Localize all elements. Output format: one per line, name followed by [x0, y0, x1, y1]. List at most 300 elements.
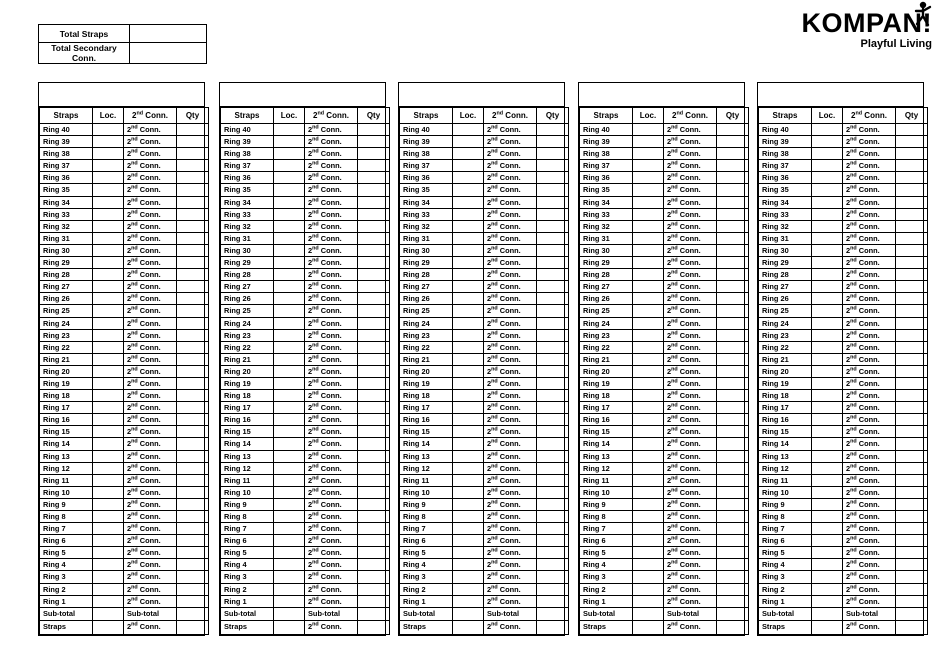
qty-cell[interactable]: [896, 160, 928, 172]
location-cell[interactable]: [274, 124, 305, 136]
qty-cell[interactable]: [537, 208, 569, 220]
qty-cell[interactable]: [358, 341, 390, 353]
qty-cell[interactable]: [177, 511, 209, 523]
location-cell[interactable]: [93, 341, 124, 353]
qty-cell[interactable]: [537, 269, 569, 281]
location-cell[interactable]: [93, 317, 124, 329]
location-cell[interactable]: [633, 269, 664, 281]
location-cell[interactable]: [453, 450, 484, 462]
qty-cell[interactable]: [537, 450, 569, 462]
location-cell[interactable]: [633, 438, 664, 450]
qty-cell[interactable]: [177, 184, 209, 196]
qty-cell[interactable]: [358, 474, 390, 486]
location-cell[interactable]: [274, 498, 305, 510]
qty-cell[interactable]: [537, 498, 569, 510]
qty-cell[interactable]: [896, 559, 928, 571]
qty-cell[interactable]: [717, 390, 749, 402]
location-cell[interactable]: [274, 426, 305, 438]
location-cell[interactable]: [633, 353, 664, 365]
location-cell[interactable]: [633, 377, 664, 389]
qty-cell[interactable]: [896, 257, 928, 269]
qty-cell[interactable]: [358, 402, 390, 414]
qty-cell[interactable]: [896, 571, 928, 583]
subtotal-conn-value[interactable]: [537, 621, 569, 635]
location-cell[interactable]: [93, 438, 124, 450]
location-cell[interactable]: [633, 402, 664, 414]
qty-cell[interactable]: [896, 426, 928, 438]
location-cell[interactable]: [274, 559, 305, 571]
location-cell[interactable]: [93, 365, 124, 377]
location-cell[interactable]: [812, 244, 843, 256]
location-cell[interactable]: [812, 341, 843, 353]
qty-cell[interactable]: [896, 583, 928, 595]
location-cell[interactable]: [453, 390, 484, 402]
qty-cell[interactable]: [537, 547, 569, 559]
location-cell[interactable]: [812, 450, 843, 462]
location-cell[interactable]: [633, 498, 664, 510]
qty-cell[interactable]: [896, 402, 928, 414]
location-cell[interactable]: [633, 571, 664, 583]
qty-cell[interactable]: [177, 535, 209, 547]
location-cell[interactable]: [812, 353, 843, 365]
qty-cell[interactable]: [896, 365, 928, 377]
qty-cell[interactable]: [177, 329, 209, 341]
qty-cell[interactable]: [896, 232, 928, 244]
qty-cell[interactable]: [896, 474, 928, 486]
qty-cell[interactable]: [358, 438, 390, 450]
qty-cell[interactable]: [896, 547, 928, 559]
location-cell[interactable]: [633, 317, 664, 329]
qty-cell[interactable]: [358, 208, 390, 220]
qty-cell[interactable]: [537, 571, 569, 583]
location-cell[interactable]: [93, 208, 124, 220]
qty-cell[interactable]: [177, 353, 209, 365]
subtotal-conn-value[interactable]: [177, 621, 209, 635]
location-cell[interactable]: [93, 172, 124, 184]
location-cell[interactable]: [633, 341, 664, 353]
location-cell[interactable]: [633, 426, 664, 438]
qty-cell[interactable]: [896, 523, 928, 535]
location-cell[interactable]: [633, 547, 664, 559]
location-cell[interactable]: [633, 486, 664, 498]
qty-cell[interactable]: [358, 353, 390, 365]
location-cell[interactable]: [812, 172, 843, 184]
location-cell[interactable]: [274, 257, 305, 269]
location-cell[interactable]: [453, 547, 484, 559]
location-cell[interactable]: [93, 547, 124, 559]
location-cell[interactable]: [453, 402, 484, 414]
qty-cell[interactable]: [896, 353, 928, 365]
qty-cell[interactable]: [537, 160, 569, 172]
qty-cell[interactable]: [358, 450, 390, 462]
location-cell[interactable]: [633, 329, 664, 341]
location-cell[interactable]: [93, 559, 124, 571]
qty-cell[interactable]: [177, 172, 209, 184]
qty-cell[interactable]: [896, 390, 928, 402]
location-cell[interactable]: [812, 511, 843, 523]
location-cell[interactable]: [633, 583, 664, 595]
qty-cell[interactable]: [896, 244, 928, 256]
qty-cell[interactable]: [717, 535, 749, 547]
qty-cell[interactable]: [177, 426, 209, 438]
qty-cell[interactable]: [537, 184, 569, 196]
qty-cell[interactable]: [896, 341, 928, 353]
qty-cell[interactable]: [717, 257, 749, 269]
qty-cell[interactable]: [177, 281, 209, 293]
qty-cell[interactable]: [537, 317, 569, 329]
location-cell[interactable]: [812, 329, 843, 341]
qty-cell[interactable]: [177, 160, 209, 172]
qty-cell[interactable]: [537, 414, 569, 426]
location-cell[interactable]: [453, 535, 484, 547]
qty-cell[interactable]: [717, 244, 749, 256]
location-cell[interactable]: [274, 341, 305, 353]
location-cell[interactable]: [453, 269, 484, 281]
qty-cell[interactable]: [537, 523, 569, 535]
location-cell[interactable]: [453, 341, 484, 353]
location-cell[interactable]: [274, 583, 305, 595]
location-cell[interactable]: [274, 535, 305, 547]
qty-cell[interactable]: [717, 559, 749, 571]
location-cell[interactable]: [633, 184, 664, 196]
location-cell[interactable]: [812, 281, 843, 293]
qty-cell[interactable]: [896, 172, 928, 184]
qty-cell[interactable]: [358, 293, 390, 305]
location-cell[interactable]: [812, 486, 843, 498]
location-cell[interactable]: [274, 571, 305, 583]
qty-cell[interactable]: [177, 124, 209, 136]
qty-cell[interactable]: [358, 365, 390, 377]
qty-cell[interactable]: [358, 511, 390, 523]
qty-cell[interactable]: [717, 414, 749, 426]
location-cell[interactable]: [812, 220, 843, 232]
location-cell[interactable]: [93, 595, 124, 607]
location-cell[interactable]: [633, 232, 664, 244]
location-cell[interactable]: [812, 426, 843, 438]
location-cell[interactable]: [812, 523, 843, 535]
qty-cell[interactable]: [537, 341, 569, 353]
qty-cell[interactable]: [358, 498, 390, 510]
location-cell[interactable]: [812, 547, 843, 559]
subtotal-conn-value[interactable]: [358, 621, 390, 635]
qty-cell[interactable]: [358, 535, 390, 547]
qty-cell[interactable]: [717, 402, 749, 414]
qty-cell[interactable]: [717, 450, 749, 462]
location-cell[interactable]: [93, 148, 124, 160]
location-cell[interactable]: [93, 511, 124, 523]
qty-cell[interactable]: [177, 583, 209, 595]
qty-cell[interactable]: [537, 329, 569, 341]
qty-cell[interactable]: [896, 535, 928, 547]
location-cell[interactable]: [93, 257, 124, 269]
qty-cell[interactable]: [717, 583, 749, 595]
qty-cell[interactable]: [717, 498, 749, 510]
location-cell[interactable]: [812, 136, 843, 148]
location-cell[interactable]: [453, 462, 484, 474]
qty-cell[interactable]: [537, 136, 569, 148]
location-cell[interactable]: [93, 498, 124, 510]
qty-cell[interactable]: [896, 595, 928, 607]
location-cell[interactable]: [812, 474, 843, 486]
qty-cell[interactable]: [177, 365, 209, 377]
location-cell[interactable]: [633, 474, 664, 486]
location-cell[interactable]: [93, 486, 124, 498]
summary-value-total-straps[interactable]: [130, 25, 207, 43]
location-cell[interactable]: [453, 124, 484, 136]
location-cell[interactable]: [93, 377, 124, 389]
qty-cell[interactable]: [358, 329, 390, 341]
qty-cell[interactable]: [358, 124, 390, 136]
qty-cell[interactable]: [896, 329, 928, 341]
qty-cell[interactable]: [717, 196, 749, 208]
location-cell[interactable]: [93, 293, 124, 305]
location-cell[interactable]: [93, 571, 124, 583]
location-cell[interactable]: [274, 148, 305, 160]
qty-cell[interactable]: [537, 511, 569, 523]
qty-cell[interactable]: [358, 269, 390, 281]
qty-cell[interactable]: [358, 257, 390, 269]
qty-cell[interactable]: [896, 124, 928, 136]
location-cell[interactable]: [633, 281, 664, 293]
location-cell[interactable]: [453, 148, 484, 160]
location-cell[interactable]: [633, 172, 664, 184]
qty-cell[interactable]: [358, 523, 390, 535]
qty-cell[interactable]: [537, 232, 569, 244]
qty-cell[interactable]: [537, 365, 569, 377]
qty-cell[interactable]: [717, 184, 749, 196]
qty-cell[interactable]: [717, 148, 749, 160]
location-cell[interactable]: [633, 511, 664, 523]
qty-cell[interactable]: [177, 196, 209, 208]
location-cell[interactable]: [274, 462, 305, 474]
location-cell[interactable]: [274, 269, 305, 281]
location-cell[interactable]: [93, 402, 124, 414]
qty-cell[interactable]: [717, 438, 749, 450]
location-cell[interactable]: [274, 317, 305, 329]
subtotal-straps-value[interactable]: [633, 621, 664, 635]
qty-cell[interactable]: [537, 377, 569, 389]
location-cell[interactable]: [274, 184, 305, 196]
qty-cell[interactable]: [358, 426, 390, 438]
location-cell[interactable]: [812, 365, 843, 377]
location-cell[interactable]: [812, 583, 843, 595]
qty-cell[interactable]: [537, 244, 569, 256]
subtotal-straps-value[interactable]: [274, 621, 305, 635]
location-cell[interactable]: [633, 414, 664, 426]
qty-cell[interactable]: [896, 220, 928, 232]
location-cell[interactable]: [812, 148, 843, 160]
location-cell[interactable]: [633, 523, 664, 535]
location-cell[interactable]: [812, 232, 843, 244]
location-cell[interactable]: [812, 124, 843, 136]
qty-cell[interactable]: [537, 172, 569, 184]
location-cell[interactable]: [812, 559, 843, 571]
qty-cell[interactable]: [717, 511, 749, 523]
qty-cell[interactable]: [177, 462, 209, 474]
location-cell[interactable]: [93, 390, 124, 402]
qty-cell[interactable]: [717, 462, 749, 474]
location-cell[interactable]: [453, 377, 484, 389]
location-cell[interactable]: [453, 426, 484, 438]
qty-cell[interactable]: [358, 486, 390, 498]
location-cell[interactable]: [93, 305, 124, 317]
location-cell[interactable]: [453, 293, 484, 305]
qty-cell[interactable]: [717, 486, 749, 498]
location-cell[interactable]: [93, 523, 124, 535]
qty-cell[interactable]: [358, 317, 390, 329]
qty-cell[interactable]: [717, 547, 749, 559]
location-cell[interactable]: [93, 535, 124, 547]
qty-cell[interactable]: [358, 244, 390, 256]
qty-cell[interactable]: [177, 571, 209, 583]
qty-cell[interactable]: [537, 353, 569, 365]
qty-cell[interactable]: [717, 220, 749, 232]
qty-cell[interactable]: [177, 402, 209, 414]
location-cell[interactable]: [93, 220, 124, 232]
qty-cell[interactable]: [717, 172, 749, 184]
location-cell[interactable]: [812, 390, 843, 402]
location-cell[interactable]: [453, 486, 484, 498]
qty-cell[interactable]: [537, 390, 569, 402]
location-cell[interactable]: [633, 365, 664, 377]
qty-cell[interactable]: [177, 305, 209, 317]
qty-cell[interactable]: [358, 172, 390, 184]
location-cell[interactable]: [812, 184, 843, 196]
qty-cell[interactable]: [537, 474, 569, 486]
qty-cell[interactable]: [358, 196, 390, 208]
subtotal-conn-value[interactable]: [717, 621, 749, 635]
location-cell[interactable]: [93, 462, 124, 474]
location-cell[interactable]: [633, 462, 664, 474]
location-cell[interactable]: [453, 414, 484, 426]
location-cell[interactable]: [274, 220, 305, 232]
qty-cell[interactable]: [537, 595, 569, 607]
qty-cell[interactable]: [537, 281, 569, 293]
qty-cell[interactable]: [896, 148, 928, 160]
location-cell[interactable]: [93, 269, 124, 281]
qty-cell[interactable]: [358, 583, 390, 595]
location-cell[interactable]: [274, 523, 305, 535]
location-cell[interactable]: [633, 257, 664, 269]
location-cell[interactable]: [633, 535, 664, 547]
qty-cell[interactable]: [537, 438, 569, 450]
qty-cell[interactable]: [177, 232, 209, 244]
qty-cell[interactable]: [896, 317, 928, 329]
qty-cell[interactable]: [896, 438, 928, 450]
qty-cell[interactable]: [717, 341, 749, 353]
qty-cell[interactable]: [717, 353, 749, 365]
location-cell[interactable]: [633, 390, 664, 402]
qty-cell[interactable]: [896, 450, 928, 462]
qty-cell[interactable]: [358, 160, 390, 172]
location-cell[interactable]: [274, 595, 305, 607]
location-cell[interactable]: [453, 305, 484, 317]
location-cell[interactable]: [812, 208, 843, 220]
location-cell[interactable]: [453, 583, 484, 595]
location-cell[interactable]: [812, 571, 843, 583]
location-cell[interactable]: [274, 281, 305, 293]
location-cell[interactable]: [812, 414, 843, 426]
qty-cell[interactable]: [358, 232, 390, 244]
location-cell[interactable]: [633, 450, 664, 462]
qty-cell[interactable]: [717, 281, 749, 293]
qty-cell[interactable]: [537, 583, 569, 595]
location-cell[interactable]: [274, 136, 305, 148]
qty-cell[interactable]: [896, 498, 928, 510]
location-cell[interactable]: [274, 414, 305, 426]
location-cell[interactable]: [274, 172, 305, 184]
qty-cell[interactable]: [537, 559, 569, 571]
location-cell[interactable]: [274, 329, 305, 341]
qty-cell[interactable]: [537, 148, 569, 160]
location-cell[interactable]: [633, 124, 664, 136]
qty-cell[interactable]: [177, 293, 209, 305]
qty-cell[interactable]: [537, 257, 569, 269]
location-cell[interactable]: [812, 293, 843, 305]
qty-cell[interactable]: [896, 305, 928, 317]
qty-cell[interactable]: [358, 305, 390, 317]
location-cell[interactable]: [453, 523, 484, 535]
qty-cell[interactable]: [177, 438, 209, 450]
location-cell[interactable]: [274, 474, 305, 486]
location-cell[interactable]: [93, 232, 124, 244]
qty-cell[interactable]: [358, 559, 390, 571]
qty-cell[interactable]: [177, 257, 209, 269]
summary-value-total-secondary-conn[interactable]: [130, 43, 207, 64]
qty-cell[interactable]: [717, 377, 749, 389]
location-cell[interactable]: [453, 353, 484, 365]
location-cell[interactable]: [812, 317, 843, 329]
location-cell[interactable]: [453, 220, 484, 232]
location-cell[interactable]: [274, 511, 305, 523]
qty-cell[interactable]: [896, 208, 928, 220]
location-cell[interactable]: [453, 196, 484, 208]
qty-cell[interactable]: [177, 208, 209, 220]
location-cell[interactable]: [453, 244, 484, 256]
location-cell[interactable]: [274, 208, 305, 220]
subtotal-conn-value[interactable]: [896, 621, 928, 635]
qty-cell[interactable]: [896, 269, 928, 281]
qty-cell[interactable]: [717, 426, 749, 438]
location-cell[interactable]: [453, 136, 484, 148]
location-cell[interactable]: [633, 148, 664, 160]
qty-cell[interactable]: [358, 462, 390, 474]
qty-cell[interactable]: [177, 148, 209, 160]
qty-cell[interactable]: [177, 220, 209, 232]
qty-cell[interactable]: [537, 535, 569, 547]
location-cell[interactable]: [274, 160, 305, 172]
location-cell[interactable]: [453, 474, 484, 486]
qty-cell[interactable]: [358, 547, 390, 559]
location-cell[interactable]: [93, 329, 124, 341]
qty-cell[interactable]: [358, 571, 390, 583]
location-cell[interactable]: [453, 329, 484, 341]
location-cell[interactable]: [453, 595, 484, 607]
location-cell[interactable]: [812, 402, 843, 414]
location-cell[interactable]: [633, 244, 664, 256]
location-cell[interactable]: [274, 486, 305, 498]
location-cell[interactable]: [812, 535, 843, 547]
qty-cell[interactable]: [537, 462, 569, 474]
location-cell[interactable]: [812, 438, 843, 450]
location-cell[interactable]: [812, 377, 843, 389]
location-cell[interactable]: [453, 511, 484, 523]
qty-cell[interactable]: [177, 450, 209, 462]
qty-cell[interactable]: [717, 136, 749, 148]
location-cell[interactable]: [93, 353, 124, 365]
qty-cell[interactable]: [537, 293, 569, 305]
qty-cell[interactable]: [177, 414, 209, 426]
